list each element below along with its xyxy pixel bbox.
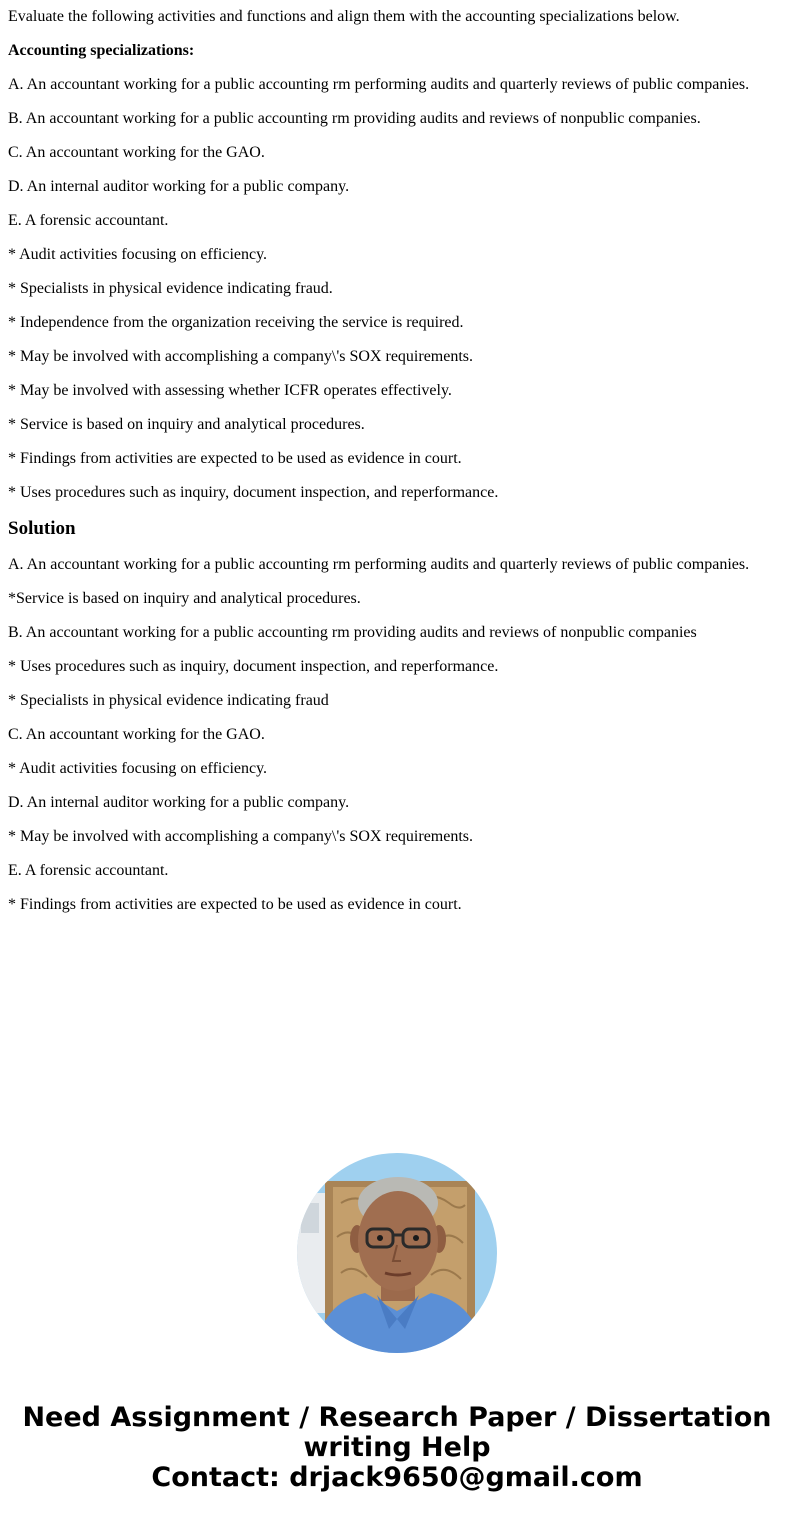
specialization-item: A. An accountant working for a public accounting rm performing audits and quarterly reviews of public companies.: [8, 76, 750, 93]
activity-item: * Uses procedures such as inquiry, document inspection, and reperformance.: [8, 484, 499, 501]
activity-item: * May be involved with accomplishing a company\'s SOX requirements.: [8, 348, 474, 365]
cta-line-2: writing Help: [303, 1432, 491, 1463]
activity-item: * Service is based on inquiry and analytical procedures.: [8, 416, 365, 433]
solution-line: A. An accountant working for a public accounting rm performing audits and quarterly reviews of public companies.: [8, 556, 750, 573]
specialization-item: B. An accountant working for a public accounting rm providing audits and reviews of nonpublic companies.: [8, 110, 701, 127]
specializations-heading: Accounting specializations:: [8, 42, 195, 59]
solution-line: * Specialists in physical evidence indicating fraud: [8, 692, 329, 709]
solution-line: * Findings from activities are expected to be used as evidence in court.: [8, 896, 462, 913]
portrait-photo: [297, 1153, 497, 1353]
solution-line: B. An accountant working for a public accounting rm providing audits and reviews of nonpublic companies: [8, 624, 697, 641]
avatar: [297, 1153, 497, 1353]
question-intro: Evaluate the following activities and functions and align them with the accounting specializations below.: [8, 8, 680, 25]
solution-line: D. An internal auditor working for a public company.: [8, 794, 350, 811]
solution-heading: Solution: [8, 518, 76, 539]
solution-line: * Uses procedures such as inquiry, document inspection, and reperformance.: [8, 658, 499, 675]
solution-line: *Service is based on inquiry and analytical procedures.: [8, 590, 361, 607]
activity-item: * Independence from the organization receiving the service is required.: [8, 314, 464, 331]
promo-footer: [0, 1153, 794, 1493]
specialization-item: E. A forensic accountant.: [8, 212, 169, 229]
activity-item: * May be involved with assessing whether ICFR operates effectively.: [8, 382, 452, 399]
cta-line-1: Need Assignment / Research Paper / Dissertation: [22, 1402, 772, 1433]
activity-item: * Findings from activities are expected to be used as evidence in court.: [8, 450, 462, 467]
contact-email[interactable]: Contact: drjack9650@gmail.com: [151, 1462, 643, 1493]
solution-line: * May be involved with accomplishing a company\'s SOX requirements.: [8, 828, 474, 845]
activity-item: * Specialists in physical evidence indicating fraud.: [8, 280, 333, 297]
contact-banner: [0, 1403, 794, 1493]
specialization-item: C. An accountant working for the GAO.: [8, 144, 265, 161]
solution-line: * Audit activities focusing on efficiency.: [8, 760, 268, 777]
activity-item: * Audit activities focusing on efficiency.: [8, 246, 268, 263]
solution-line: E. A forensic accountant.: [8, 862, 169, 879]
solution-line: C. An accountant working for the GAO.: [8, 726, 265, 743]
specialization-item: D. An internal auditor working for a public company.: [8, 178, 350, 195]
